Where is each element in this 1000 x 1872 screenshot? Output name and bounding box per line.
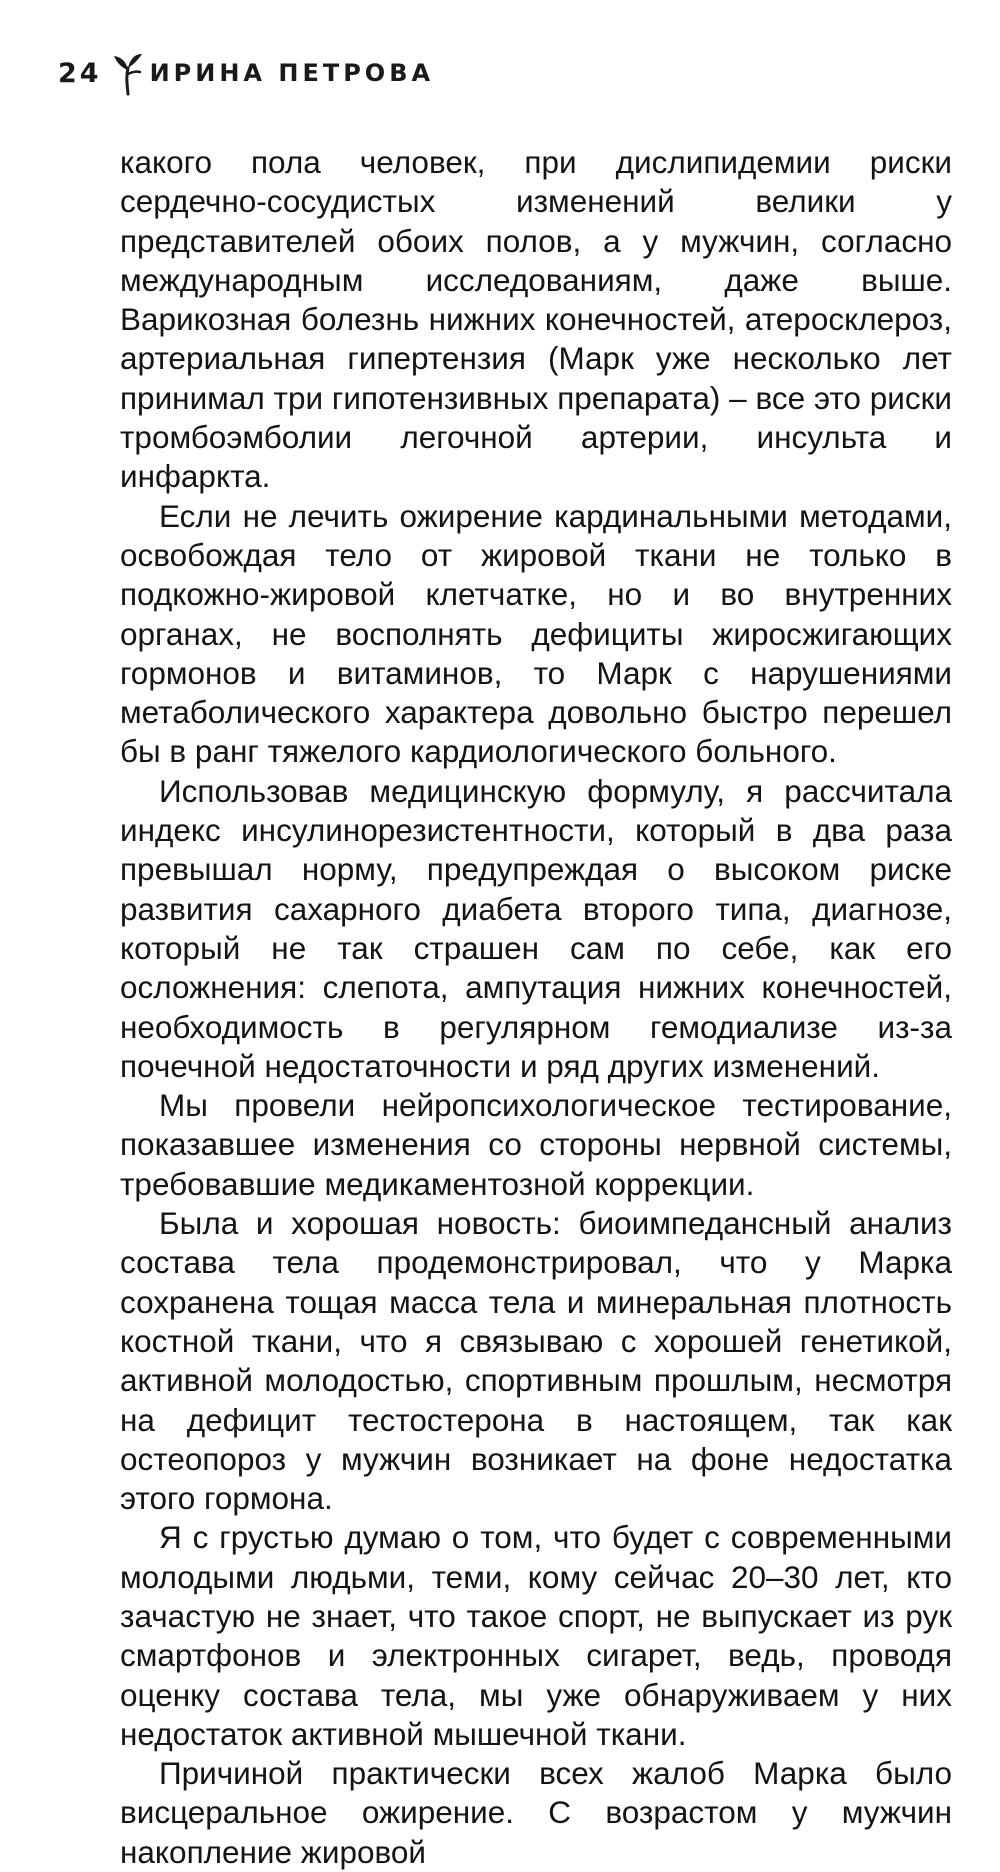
author-name: ИРИНА ПЕТРОВА <box>149 59 435 87</box>
paragraph-6: Я с грустью думаю о том, что будет с современными молодыми людьми, теми, кому сейчас 20–30 лет, кто зачастую не знает, что такое спорт, не выпускает из рук смартфонов и электронных сигарет, ведь, проводя оценку состава тела, мы уже обнаруживаем у них недостаток активной мышечной ткани. <box>120 1519 952 1752</box>
paragraph-2: Если не лечить ожирение кардинальными методами, освобождая тело от жировой ткани не только в подкожно-жировой клетчатке, но и во внутренних органах, не восполнять дефициты жиросжигающих гормонов и витаминов, то Марк с нарушениями метаболического характера довольно быстро перешел бы в ранг тяжелого кардиологического больного. <box>120 497 952 770</box>
running-head <box>58 50 434 96</box>
paragraph-3: Использовав медицинскую формулу, я рассчитала индекс инсулинорезистентности, который в два раза превышал норму, предупреждая о высоком риске развития сахарного диабета второго типа, диагнозе, который не так страшен сам по себе, как его осложнения: слепота, ампутация нижних конечностей, необходимость в регулярном гемодиализе из-за почечной недостаточности и ряд других изменений. <box>120 772 952 1084</box>
paragraph-4: Мы провели нейропсихологическое тестирование, показавшее изменения со стороны нервной системы, требовавшие медикаментозной коррекции. <box>120 1087 952 1202</box>
leaf-sprout-icon <box>110 50 146 96</box>
body-text <box>120 143 952 1872</box>
paragraph-1: какого пола человек, при дислипидемии риски сердечно-сосудистых изменений велики у представителей обоих полов, а у мужчин, согласно международным исследованиям, даже выше. Варикозная болезнь нижних конечностей, атеросклероз, артериальная гипертензия (Марк уже несколько лет принимал три гипотензивных препарата) – все это риски тромбоэмболии легочной артерии, инсульта и инфаркта. <box>120 144 952 495</box>
page-number: 24 <box>58 57 102 89</box>
paragraph-7: Причиной практически всех жалоб Марка было висцеральное ожирение. С возрастом у мужчин накопление жировой <box>120 1755 952 1870</box>
paragraph-5: Была и хорошая новость: биоимпедансный анализ состава тела продемонстрировал, что у Марка сохранена тощая масса тела и минеральная плотность костной ткани, что я связываю с хорошей генетикой, активной молодостью, спортивным прошлым, несмотря на дефицит тестостерона в настоящем, так как остеопороз у мужчин возникает на фоне недостатка этого гормона. <box>120 1205 952 1517</box>
